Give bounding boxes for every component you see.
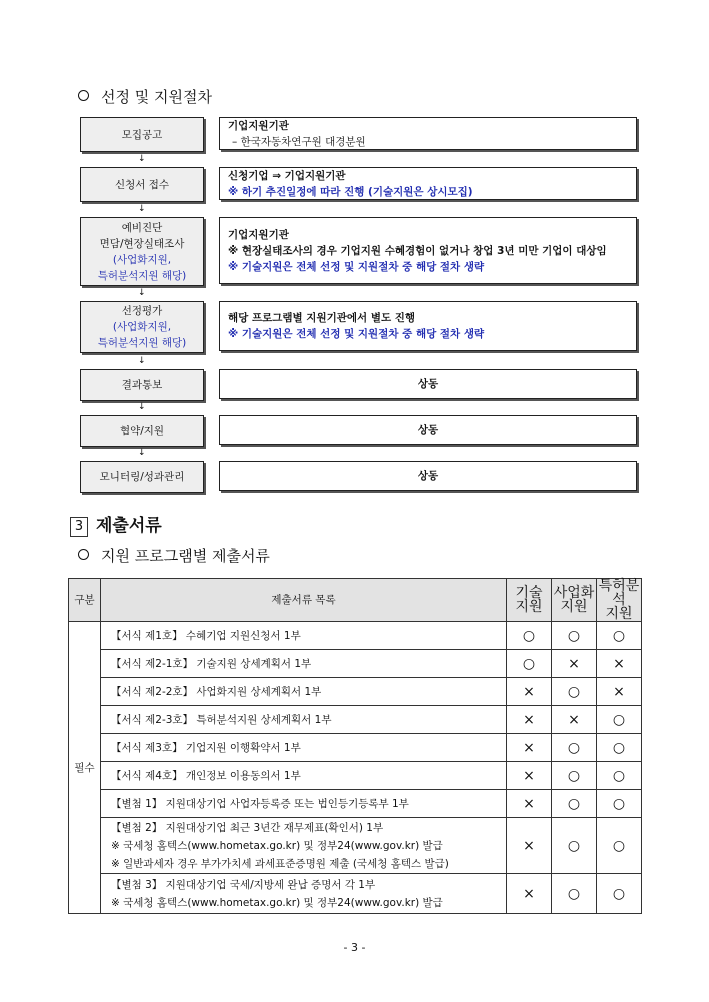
step-label-line: 모니터링/성과관리 — [99, 471, 185, 483]
step-description-line: ※ 기술지원은 전체 선정 및 지원절차 중 해당 절차 생략 — [228, 328, 485, 340]
requirement-mark: × — [507, 874, 552, 914]
document-line: 【서식 제3호】 기업지원 이행확약서 1부 — [111, 741, 301, 754]
circle-bullet-icon — [78, 549, 89, 560]
section-heading-docs — [78, 545, 270, 566]
step-description-line: 신청기업 ⇒ 기업지원기관 — [228, 169, 346, 182]
section-heading-selection — [78, 86, 212, 107]
step-description-line: 기업지원기관 — [228, 228, 289, 241]
section-3-title: 제출서류 — [96, 516, 162, 536]
step-label-box — [80, 369, 204, 401]
step-label-box — [80, 167, 204, 202]
step-label-line: 모집공고 — [121, 128, 163, 141]
table-row — [69, 874, 642, 914]
table-row — [69, 650, 642, 678]
document-name-cell — [101, 678, 507, 706]
document-name-cell — [101, 622, 507, 650]
table-row — [69, 762, 642, 790]
table-row — [69, 790, 642, 818]
document-name-cell — [101, 706, 507, 734]
section-3-heading — [70, 511, 162, 537]
requirement-mark: ○ — [552, 678, 597, 706]
step-description-box — [219, 117, 637, 150]
step-label-box — [80, 301, 204, 353]
page-number: - 3 - — [343, 941, 366, 954]
document-line: 【별첨 1】 지원대상기업 사업자등록증 또는 법인등기등록부 1부 — [111, 797, 409, 810]
table-row — [69, 818, 642, 874]
step-description-box — [219, 415, 637, 445]
requirement-mark: ○ — [507, 622, 552, 650]
requirement-mark: × — [552, 650, 597, 678]
requirement-mark: × — [507, 678, 552, 706]
step-description-line: ※ 현장실태조사의 경우 기업지원 수혜경험이 없거나 창업 3년 미만 기업이 대상임 — [228, 244, 607, 257]
flow-arrow-icon: ↓ — [138, 448, 146, 458]
step-description-line: 상동 — [417, 424, 439, 436]
requirement-mark: ○ — [507, 650, 552, 678]
document-name-cell — [101, 650, 507, 678]
step-label-box — [80, 415, 204, 447]
step-label-line: 결과통보 — [121, 379, 163, 391]
step-description-box — [219, 301, 637, 351]
flow-arrow-icon: ↓ — [138, 154, 146, 164]
requirement-mark: × — [507, 706, 552, 734]
requirement-mark: × — [597, 678, 642, 706]
step-label-line: 특허분석지원 해당) — [97, 337, 187, 349]
table-header-row — [69, 579, 642, 622]
requirement-mark: × — [597, 650, 642, 678]
document-line: ※ 일반과세자 경우 부가가치세 과세표준증명원 제출 (국세청 홈텍스 발급) — [111, 857, 449, 870]
requirement-mark: × — [507, 734, 552, 762]
step-label-line: (사업화지원, — [112, 321, 172, 333]
category-cell: 필수 — [69, 622, 101, 914]
requirement-mark: ○ — [552, 622, 597, 650]
document-line: 【별첨 2】 지원대상기업 최근 3년간 재무제표(확인서) 1부 — [111, 821, 384, 834]
step-description-box — [219, 217, 637, 284]
step-description-line: 상동 — [417, 378, 439, 390]
circle-bullet-icon — [78, 90, 89, 101]
requirement-mark: × — [552, 706, 597, 734]
step-description-line: ※ 기술지원은 전체 선정 및 지원절차 중 해당 절차 생략 — [228, 260, 485, 273]
requirement-mark: ○ — [597, 874, 642, 914]
requirement-mark: ○ — [597, 734, 642, 762]
table-row — [69, 734, 642, 762]
document-line: 【서식 제1호】 수혜기업 지원신청서 1부 — [111, 629, 301, 642]
step-description-line: 해당 프로그램별 지원기관에서 별도 진행 — [228, 312, 416, 324]
requirement-mark: ○ — [597, 790, 642, 818]
document-name-cell — [101, 790, 507, 818]
document-name-cell — [101, 734, 507, 762]
step-label-box — [80, 461, 204, 493]
requirement-mark: ○ — [597, 622, 642, 650]
document-name-cell — [101, 874, 507, 914]
document-line: 【서식 제2-3호】 특허분석지원 상세계획서 1부 — [111, 713, 332, 726]
requirement-mark: × — [507, 790, 552, 818]
step-description-box — [219, 461, 637, 491]
requirement-mark: × — [507, 818, 552, 874]
requirement-mark: × — [507, 762, 552, 790]
document-line: 【별첨 3】 지원대상기업 국세/지방세 완납 증명서 각 1부 — [111, 878, 376, 891]
step-description-line: ※ 하기 추진일정에 따라 진행 (기술지원은 상시모집) — [228, 185, 473, 198]
header-tech-support: 기술 지원 — [507, 579, 552, 622]
document-name-cell — [101, 818, 507, 874]
flow-arrow-icon: ↓ — [138, 288, 146, 298]
step-label-line: (사업화지원, — [112, 253, 172, 266]
header-commercial-support: 사업화 지원 — [552, 579, 597, 622]
document-line: 【서식 제2-2호】 사업화지원 상세계획서 1부 — [111, 685, 322, 698]
table-row — [69, 622, 642, 650]
document-line: ※ 국세청 홈텍스(www.hometax.go.kr) 및 정부24(www.gov.kr) 발급 — [111, 839, 443, 852]
step-description-box — [219, 167, 637, 200]
header-patent-support: 특허분석 지원 — [597, 579, 642, 622]
document-line: ※ 국세청 홈텍스(www.hometax.go.kr) 및 정부24(www.gov.kr) 발급 — [111, 896, 443, 909]
flow-arrow-icon: ↓ — [138, 356, 146, 366]
requirement-mark: ○ — [552, 734, 597, 762]
requirement-mark: ○ — [552, 874, 597, 914]
requirement-mark: ○ — [552, 762, 597, 790]
requirement-mark: ○ — [597, 818, 642, 874]
step-label-line: 협약/지원 — [119, 425, 165, 437]
step-label-line: 예비진단 — [121, 221, 163, 234]
section-title: 선정 및 지원절차 — [101, 88, 212, 106]
table-row — [69, 678, 642, 706]
step-description-line: 기업지원기관 — [228, 119, 289, 132]
requirement-mark: ○ — [597, 762, 642, 790]
header-category: 구분 — [69, 579, 101, 622]
step-description-line: 상동 — [417, 470, 439, 482]
section-number: 3 — [70, 517, 88, 537]
step-label-line: 특허분석지원 해당) — [97, 269, 187, 282]
step-description-line: – 한국자동차연구원 대경분원 — [232, 135, 366, 148]
document-name-cell — [101, 762, 507, 790]
header-list: 제출서류 목록 — [101, 579, 507, 622]
step-label-line: 신청서 접수 — [114, 178, 170, 191]
table-row — [69, 706, 642, 734]
document-line: 【서식 제4호】 개인정보 이용동의서 1부 — [111, 769, 301, 782]
step-description-box — [219, 369, 637, 399]
requirement-mark: ○ — [552, 790, 597, 818]
step-label-box — [80, 117, 204, 152]
docs-title: 지원 프로그램별 제출서류 — [101, 547, 270, 565]
flow-arrow-icon: ↓ — [138, 204, 146, 214]
document-line: 【서식 제2-1호】 기술지원 상세계획서 1부 — [111, 657, 312, 670]
documents-table — [68, 578, 642, 914]
flow-arrow-icon: ↓ — [138, 402, 146, 412]
requirement-mark: ○ — [552, 818, 597, 874]
step-label-line: 면담/현장실태조사 — [99, 237, 185, 250]
step-label-box — [80, 217, 204, 286]
requirement-mark: ○ — [597, 706, 642, 734]
step-label-line: 선정평가 — [121, 305, 163, 317]
